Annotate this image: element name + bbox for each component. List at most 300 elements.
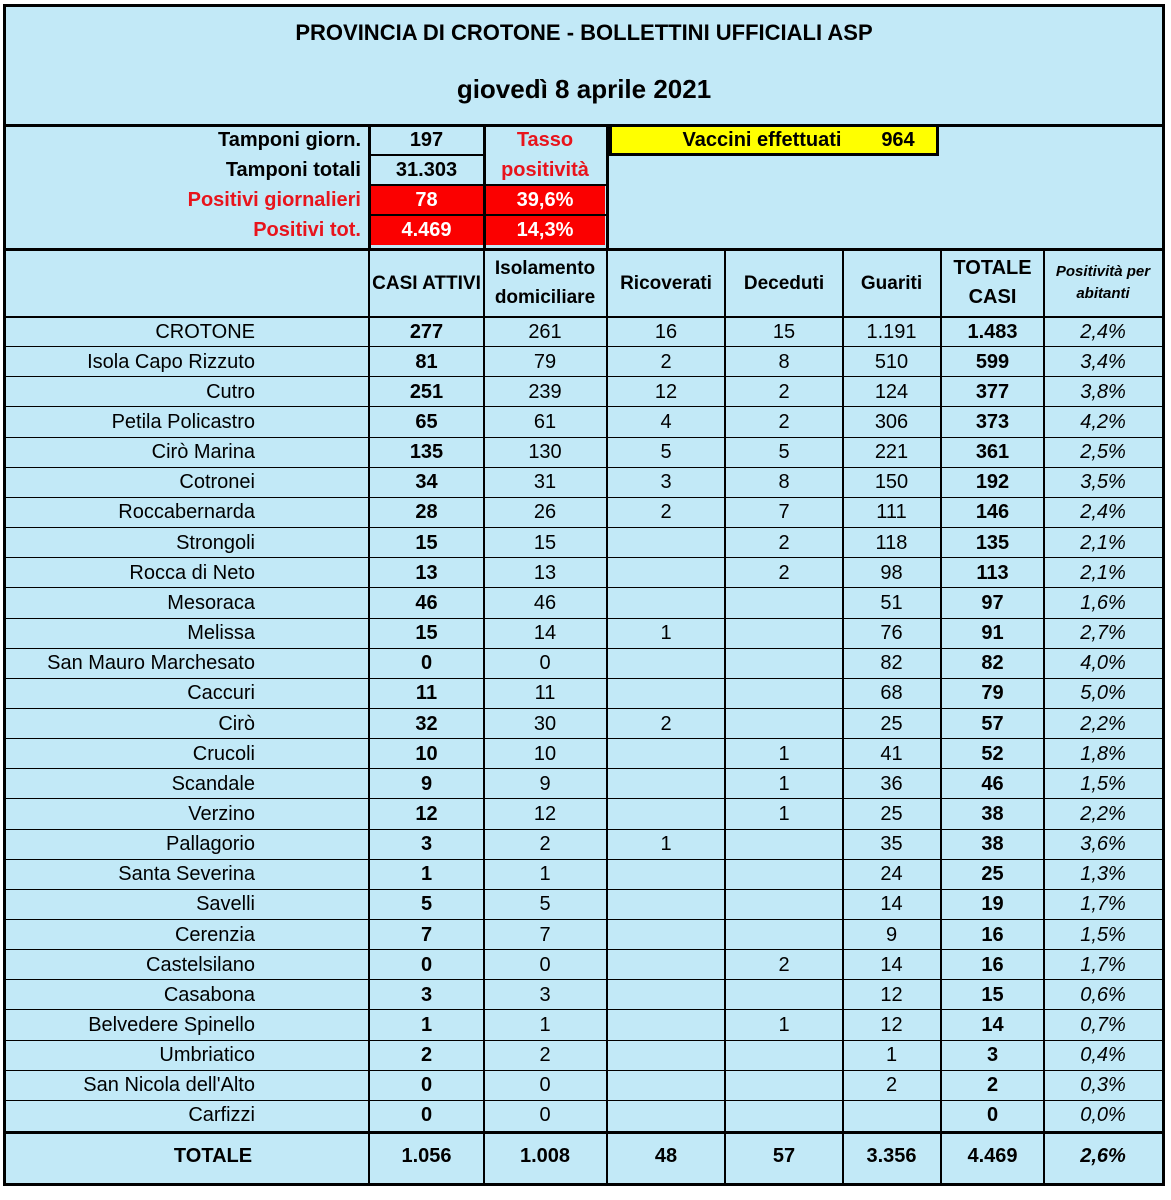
guariti-cell: 14 (880, 953, 903, 976)
isolamento-cell: 0 (539, 1104, 551, 1127)
totale-cell: 79 (981, 682, 1004, 705)
isolamento-cell: 0 (539, 953, 551, 976)
grid-line (368, 124, 371, 251)
deceduti-cell (726, 890, 842, 920)
ricoverati-cell (608, 950, 724, 980)
totals-casi-attivi: 1.056 (401, 1144, 452, 1167)
grid-line (606, 248, 608, 1183)
totale-cell: 16 (981, 923, 1004, 946)
positivita-cell: 2,5% (1080, 441, 1126, 464)
totale-cell: 91 (981, 622, 1004, 645)
ricoverati-cell: 16 (654, 320, 678, 343)
tasso-giornaliero-value: 39,6% (485, 186, 605, 215)
grid-line (3, 889, 1165, 890)
tamponi-giorn-value: 197 (409, 129, 444, 151)
grid-line (3, 768, 1165, 769)
comune-cell: Cirò Marina (151, 441, 255, 464)
positivita-cell: 1,6% (1080, 591, 1126, 614)
positivita-cell: 3,5% (1080, 471, 1126, 494)
positivita-cell: 4,2% (1080, 411, 1126, 433)
comune-cell: Castelsilano (146, 953, 255, 976)
isolamento-cell: 9 (539, 772, 551, 795)
grid-line (3, 467, 1165, 468)
casi-attivi-cell: 2 (420, 1044, 433, 1067)
comune-cell: Roccabernarda (118, 501, 255, 524)
deceduti-cell (726, 1041, 842, 1071)
totale-cell: 82 (981, 652, 1004, 675)
guariti-cell: 36 (880, 772, 903, 795)
col-header-isolamento-line1: Isolamento (494, 258, 596, 279)
grid-line (606, 124, 609, 251)
comune-cell: Cerenzia (174, 923, 255, 946)
guariti-cell: 51 (880, 591, 903, 614)
positivita-cell: 0,6% (1080, 983, 1126, 1006)
col-header-casi-attivi (370, 250, 483, 316)
grid-line (3, 4, 1165, 7)
grid-line (483, 248, 485, 1183)
comune-cell: San Nicola dell'Alto (83, 1074, 255, 1097)
grid-line (940, 248, 942, 1183)
totals-deceduti: 57 (772, 1144, 796, 1167)
casi-attivi-cell: 12 (415, 802, 438, 825)
isolamento-cell: 46 (533, 591, 557, 614)
isolamento-cell: 2 (539, 833, 551, 856)
col-header-positivita-line2: abitanti (1076, 285, 1130, 302)
guariti-cell: 82 (880, 652, 903, 675)
grid-line (368, 154, 486, 156)
guariti-cell: 14 (880, 893, 903, 916)
guariti-cell: 9 (885, 923, 898, 946)
positivita-cell: 1,5% (1080, 923, 1126, 946)
col-header-guariti-text: Guariti (860, 272, 923, 294)
totale-cell: 16 (981, 953, 1004, 976)
guariti-cell: 221 (874, 441, 909, 464)
guariti-cell (844, 1101, 939, 1131)
totale-cell: 361 (975, 441, 1010, 464)
ricoverati-cell (608, 1041, 724, 1071)
casi-attivi-cell: 46 (415, 591, 438, 614)
comune-cell: Isola Capo Rizzuto (87, 350, 255, 373)
tasso-label-line1: Tasso (516, 129, 574, 151)
ricoverati-cell (608, 739, 724, 769)
casi-attivi-cell: 0 (420, 1074, 433, 1097)
grid-line (3, 376, 1165, 377)
ricoverati-cell (608, 1010, 724, 1040)
deceduti-cell: 8 (778, 350, 790, 373)
ricoverati-cell (608, 558, 724, 588)
ricoverati-cell: 3 (660, 471, 672, 494)
guariti-cell: 68 (880, 682, 903, 705)
guariti-cell: 24 (880, 863, 903, 886)
comune-cell: Belvedere Spinello (88, 1014, 255, 1036)
positivi-tot-label: Positivi tot. (253, 219, 361, 241)
totale-cell: 0 (986, 1104, 999, 1127)
grid-line (3, 557, 1165, 558)
deceduti-cell: 1 (778, 802, 790, 825)
positivita-cell: 1,8% (1080, 742, 1126, 765)
grid-line (3, 919, 1165, 920)
totals-ricoverati: 48 (654, 1144, 678, 1167)
isolamento-cell: 26 (533, 501, 557, 524)
grid-line (3, 829, 1165, 830)
positivita-cell: 5,0% (1080, 682, 1126, 705)
bulletin-sheet (3, 4, 1165, 1186)
isolamento-cell: 31 (533, 471, 557, 494)
deceduti-cell: 15 (772, 320, 796, 343)
guariti-cell: 1.191 (866, 320, 917, 343)
positivi-giornalieri-label: Positivi giornalieri (187, 189, 361, 211)
totale-cell: 19 (981, 893, 1004, 916)
guariti-cell: 35 (880, 833, 903, 856)
col-header-isolamento (485, 250, 605, 316)
deceduti-cell (726, 860, 842, 890)
isolamento-cell: 2 (539, 1044, 551, 1067)
ricoverati-cell (608, 679, 724, 709)
positivita-cell: 1,3% (1080, 863, 1126, 886)
totale-cell: 135 (975, 531, 1010, 554)
casi-attivi-cell: 15 (415, 622, 438, 645)
positivita-cell: 2,7% (1080, 622, 1126, 645)
positivita-cell: 0,3% (1080, 1074, 1126, 1097)
col-header-ricoverati (608, 250, 724, 316)
guariti-cell: 2 (885, 1074, 898, 1097)
ricoverati-cell (608, 769, 724, 799)
deceduti-cell (726, 649, 842, 679)
guariti-cell: 12 (880, 1014, 903, 1036)
casi-attivi-cell: 81 (415, 350, 438, 373)
guariti-cell: 25 (880, 712, 903, 735)
comune-cell: San Mauro Marchesato (47, 652, 255, 675)
ricoverati-cell (608, 890, 724, 920)
positivita-cell: 2,2% (1080, 712, 1126, 735)
comune-cell: Rocca di Neto (129, 561, 255, 584)
grid-line (842, 248, 844, 1183)
positivi-tot-value: 4.469 (370, 216, 483, 245)
ricoverati-cell (608, 799, 724, 829)
deceduti-cell: 8 (778, 471, 790, 494)
casi-attivi-cell: 13 (415, 561, 438, 584)
isolamento-cell: 0 (539, 1074, 551, 1097)
grid-line (483, 124, 486, 251)
positivita-cell: 2,1% (1080, 561, 1126, 584)
guariti-cell: 12 (880, 983, 903, 1006)
ricoverati-cell (608, 1071, 724, 1101)
guariti-cell: 111 (876, 501, 907, 524)
ricoverati-cell: 1 (660, 833, 672, 856)
tasso-label-line2: positività (501, 159, 589, 181)
isolamento-cell: 11 (534, 682, 556, 705)
totale-cell: 97 (981, 591, 1004, 614)
positivita-cell: 2,4% (1080, 320, 1126, 343)
deceduti-cell: 2 (778, 411, 790, 433)
isolamento-cell: 1 (539, 863, 551, 886)
casi-attivi-cell: 15 (415, 531, 438, 554)
casi-attivi-cell: 10 (415, 742, 438, 765)
grid-line (3, 587, 1165, 588)
grid-line (3, 316, 1165, 318)
vaccini-label: Vaccini effettuati (682, 128, 842, 151)
ricoverati-cell: 1 (660, 622, 672, 645)
casi-attivi-cell: 65 (415, 411, 438, 433)
guariti-cell: 510 (874, 350, 909, 373)
col-header-positivita-line1: Positività per (1055, 263, 1151, 280)
isolamento-cell: 1 (539, 1014, 551, 1036)
totale-cell: 25 (981, 863, 1004, 886)
comune-cell: Savelli (196, 893, 255, 916)
ricoverati-cell (608, 649, 724, 679)
ricoverati-cell: 4 (660, 411, 672, 433)
ricoverati-cell: 2 (660, 712, 672, 735)
positivita-cell: 2,1% (1080, 531, 1126, 554)
casi-attivi-cell: 251 (409, 380, 444, 403)
grid-line (724, 248, 726, 1183)
casi-attivi-cell: 3 (420, 833, 433, 856)
guariti-cell: 124 (874, 380, 909, 403)
positivi-giornalieri-value: 78 (370, 186, 483, 215)
vaccini-box (609, 124, 939, 156)
ricoverati-cell (608, 528, 724, 558)
casi-attivi-cell: 7 (420, 923, 433, 946)
casi-attivi-cell: 0 (420, 953, 433, 976)
ricoverati-cell: 2 (660, 350, 672, 373)
deceduti-cell (726, 709, 842, 739)
deceduti-cell: 1 (778, 772, 790, 795)
totals-guariti: 3.356 (866, 1144, 917, 1167)
comune-cell: Cirò (218, 712, 255, 735)
positivita-cell: 3,8% (1080, 380, 1126, 403)
positivita-cell: 0,7% (1080, 1014, 1126, 1036)
comune-cell: Mesoraca (167, 591, 255, 614)
tamponi-totali-label: Tamponi totali (225, 159, 361, 181)
deceduti-cell: 2 (778, 380, 790, 403)
deceduti-cell: 1 (778, 1014, 790, 1036)
deceduti-cell: 1 (778, 742, 790, 765)
isolamento-cell: 239 (528, 380, 562, 403)
grid-line (368, 214, 486, 216)
comune-cell: Pallagorio (166, 833, 255, 856)
deceduti-cell (726, 980, 842, 1010)
isolamento-cell: 130 (528, 441, 562, 464)
positivita-cell: 0,4% (1080, 1044, 1126, 1067)
casi-attivi-cell: 5 (420, 893, 433, 916)
casi-attivi-cell: 3 (420, 983, 433, 1006)
grid-line (3, 437, 1165, 438)
isolamento-cell: 261 (528, 320, 562, 343)
deceduti-cell: 2 (778, 531, 790, 554)
guariti-cell: 98 (880, 561, 903, 584)
casi-attivi-cell: 1 (420, 863, 433, 886)
page-date: giovedì 8 aprile 2021 (456, 73, 712, 104)
col-header-positivita (1045, 250, 1161, 316)
positivita-cell: 0,0% (1080, 1104, 1126, 1127)
grid-line (3, 1183, 1165, 1186)
deceduti-cell (726, 588, 842, 618)
grid-line (3, 1040, 1165, 1041)
casi-attivi-cell: 11 (415, 682, 438, 705)
totale-cell: 113 (976, 561, 1009, 584)
ricoverati-cell (608, 860, 724, 890)
grid-line (368, 184, 486, 186)
comune-cell: Verzino (188, 802, 255, 825)
grid-line (3, 1100, 1165, 1101)
col-header-deceduti-text: Deceduti (743, 272, 825, 294)
comune-cell: Caccuri (187, 682, 255, 705)
grid-line (3, 406, 1165, 407)
comune-cell: Scandale (171, 772, 255, 795)
totale-cell: 192 (975, 471, 1010, 494)
guariti-cell: 76 (880, 622, 903, 645)
grid-line (3, 798, 1165, 799)
comune-cell: Umbriatico (159, 1044, 255, 1067)
totals-positivita: 2,6% (1080, 1144, 1126, 1167)
guariti-cell: 118 (875, 531, 908, 554)
ricoverati-cell: 12 (654, 380, 678, 403)
deceduti-cell: 2 (778, 561, 790, 584)
ricoverati-cell (608, 920, 724, 950)
col-header-isolamento-line2: domiciliare (494, 287, 596, 308)
casi-attivi-cell: 1 (420, 1014, 433, 1036)
col-header-totale-line1: TOTALE (953, 257, 1032, 279)
isolamento-cell: 0 (539, 652, 551, 675)
casi-attivi-cell: 9 (420, 772, 433, 795)
totale-cell: 14 (981, 1014, 1004, 1036)
ricoverati-cell (608, 1101, 724, 1131)
isolamento-cell: 7 (539, 923, 551, 946)
isolamento-cell: 61 (533, 411, 557, 433)
totale-cell: 3 (986, 1044, 999, 1067)
guariti-cell: 306 (874, 411, 909, 433)
grid-line (3, 648, 1165, 649)
comune-cell: Santa Severina (118, 863, 255, 886)
deceduti-cell: 5 (778, 441, 790, 464)
deceduti-cell (726, 1101, 842, 1131)
isolamento-cell: 13 (533, 561, 557, 584)
isolamento-cell: 14 (533, 622, 557, 645)
isolamento-cell: 5 (539, 893, 551, 916)
grid-line (3, 618, 1165, 619)
positivita-cell: 3,4% (1080, 350, 1126, 373)
totale-cell: 15 (981, 983, 1004, 1006)
positivita-cell: 2,2% (1080, 802, 1126, 825)
tamponi-totali-value: 31.303 (395, 159, 458, 181)
deceduti-cell (726, 830, 842, 860)
deceduti-cell: 7 (778, 501, 790, 524)
comune-cell: Petila Policastro (111, 411, 255, 433)
positivita-cell: 2,4% (1080, 501, 1126, 524)
comune-cell: Crucoli (192, 742, 255, 765)
col-header-totale-line2: CASI (968, 286, 1017, 308)
deceduti-cell (726, 679, 842, 709)
totals-label: TOTALE (173, 1144, 253, 1167)
positivita-cell: 1,7% (1080, 893, 1126, 916)
comune-cell: CROTONE (155, 320, 255, 343)
grid-line (1043, 248, 1045, 1183)
grid-line (3, 248, 1165, 251)
totale-cell: 373 (975, 411, 1010, 433)
totale-cell: 146 (975, 501, 1010, 524)
col-header-deceduti (726, 250, 842, 316)
comune-cell: Carfizzi (188, 1104, 255, 1127)
deceduti-cell: 2 (778, 953, 790, 976)
comune-cell: Casabona (163, 983, 255, 1006)
isolamento-cell: 30 (533, 712, 557, 735)
guariti-cell: 41 (880, 742, 903, 765)
totale-cell: 1.483 (967, 320, 1018, 343)
totals-isolamento: 1.008 (519, 1144, 571, 1167)
grid-line (3, 124, 1165, 127)
comune-cell: Melissa (187, 622, 255, 645)
grid-line (3, 527, 1165, 528)
ricoverati-cell (608, 588, 724, 618)
casi-attivi-cell: 32 (415, 712, 438, 735)
grid-line (3, 738, 1165, 739)
grid-line (3, 708, 1165, 709)
positivita-cell: 1,5% (1080, 772, 1126, 795)
grid-line (483, 184, 608, 186)
totale-cell: 599 (975, 350, 1010, 373)
col-header-casi-attivi-text: CASI ATTIVI (372, 272, 481, 294)
ricoverati-cell: 2 (660, 501, 672, 524)
tamponi-giorn-label: Tamponi giorn. (218, 129, 361, 151)
isolamento-cell: 3 (539, 983, 551, 1006)
totals-totale: 4.469 (967, 1144, 1018, 1167)
positivita-cell: 1,7% (1080, 953, 1126, 976)
col-header-guariti (844, 250, 939, 316)
isolamento-cell: 12 (533, 802, 557, 825)
isolamento-cell: 79 (533, 350, 557, 373)
comune-cell: Cutro (206, 380, 255, 403)
tasso-totale-value: 14,3% (485, 216, 605, 245)
deceduti-cell (726, 619, 842, 649)
totale-cell: 57 (981, 712, 1004, 735)
totale-cell: 46 (981, 772, 1004, 795)
grid-line (3, 1070, 1165, 1071)
comune-cell: Cotronei (179, 471, 255, 494)
totale-cell: 2 (986, 1074, 999, 1097)
col-header-totale-casi (942, 250, 1043, 316)
casi-attivi-cell: 277 (409, 320, 444, 343)
positivita-cell: 4,0% (1080, 652, 1126, 675)
grid-line (3, 1131, 1165, 1134)
totale-cell: 38 (981, 802, 1004, 825)
vaccini-value: 964 (881, 128, 915, 151)
grid-line (3, 949, 1165, 950)
casi-attivi-cell: 28 (415, 501, 438, 524)
positivita-cell: 3,6% (1080, 833, 1126, 856)
grid-line (3, 979, 1165, 980)
grid-line (3, 859, 1165, 860)
grid-line (368, 248, 370, 1183)
comune-cell: Strongoli (176, 531, 255, 554)
grid-line (3, 346, 1165, 347)
casi-attivi-cell: 0 (420, 1104, 433, 1127)
grid-line (3, 497, 1165, 498)
grid-line (3, 678, 1165, 679)
guariti-cell: 1 (885, 1044, 898, 1067)
totale-cell: 377 (975, 380, 1010, 403)
totale-cell: 52 (981, 742, 1004, 765)
ricoverati-cell: 5 (660, 441, 672, 464)
isolamento-cell: 15 (533, 531, 557, 554)
guariti-cell: 25 (880, 802, 903, 825)
page-title: PROVINCIA DI CROTONE - BOLLETTINI UFFICIALI ASP (295, 20, 873, 45)
isolamento-cell: 10 (533, 742, 557, 765)
casi-attivi-cell: 34 (415, 471, 438, 494)
grid-line (483, 214, 608, 216)
guariti-cell: 150 (874, 471, 909, 494)
totale-cell: 38 (981, 833, 1004, 856)
casi-attivi-cell: 135 (409, 441, 444, 464)
